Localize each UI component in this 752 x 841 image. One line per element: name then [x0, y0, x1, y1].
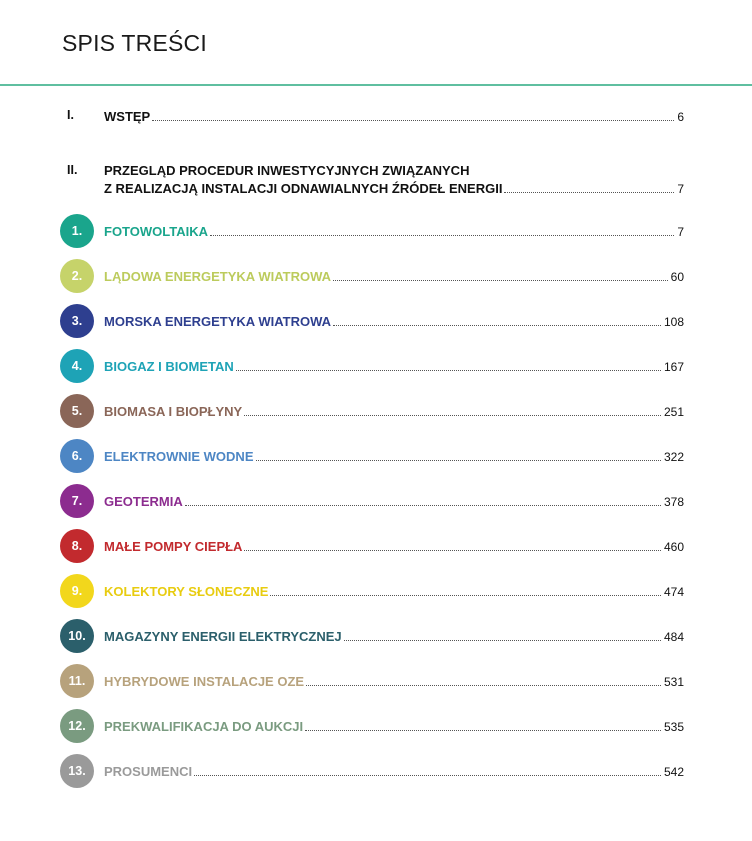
page-number: 108	[663, 315, 684, 329]
page-number: 60	[670, 270, 684, 284]
chapter-number-badge: 8.	[60, 529, 94, 563]
chapter-number-badge: 11.	[60, 664, 94, 698]
section-label-line2: Z REALIZACJĄ INSTALACJI ODNAWIALNYCH ŹRÓDEŁ ENERGII	[104, 181, 503, 196]
chapter-label: ELEKTROWNIE WODNE	[104, 449, 254, 464]
chapter-label: GEOTERMIA	[104, 494, 183, 509]
page-number: 474	[663, 585, 684, 599]
chapter-number-badge: 3.	[60, 304, 94, 338]
dot-leader	[236, 370, 661, 371]
toc-entry-line	[104, 403, 684, 419]
toc-entry-line	[104, 268, 684, 284]
toc-entry-line	[104, 493, 684, 509]
dot-leader	[504, 192, 674, 193]
toc-entry-line	[104, 673, 684, 689]
toc-entry-line	[104, 538, 684, 554]
toc-entry-line	[104, 313, 684, 329]
dot-leader	[344, 640, 661, 641]
chapter-number-badge: 1.	[60, 214, 94, 248]
page-number: 484	[663, 630, 684, 644]
dot-leader	[210, 235, 674, 236]
toc-entry-line	[104, 583, 684, 599]
toc-entry-line	[104, 448, 684, 464]
chapter-label: BIOMASA I BIOPŁYNY	[104, 404, 243, 419]
dot-leader	[244, 550, 661, 551]
page-number: 7	[677, 182, 684, 196]
dot-leader	[333, 280, 668, 281]
chapter-number-badge: 4.	[60, 349, 94, 383]
toc-entry-line	[104, 180, 684, 196]
chapter-number-badge: 6.	[60, 439, 94, 473]
chapter-label: PROSUMENCI	[104, 764, 193, 779]
chapter-label: LĄDOWA ENERGETYKA WIATROWA	[104, 269, 332, 284]
chapter-label: HYBRYDOWE INSTALACJE OZE	[104, 674, 305, 689]
dot-leader	[306, 685, 661, 686]
chapter-number-badge: 2.	[60, 259, 94, 293]
toc-entry-line	[104, 763, 684, 779]
dot-leader	[333, 325, 661, 326]
chapter-number-badge: 13.	[60, 754, 94, 788]
chapter-number-badge: 9.	[60, 574, 94, 608]
dot-leader	[185, 505, 661, 506]
chapter-label: MAGAZYNY ENERGII ELEKTRYCZNEJ	[104, 629, 342, 644]
page-number: 251	[663, 405, 684, 419]
dot-leader	[194, 775, 661, 776]
dot-leader	[152, 120, 674, 121]
page-number: 542	[663, 765, 684, 779]
toc-entry-line	[104, 718, 684, 734]
page-title: SPIS TREŚCI	[62, 30, 207, 56]
dot-leader	[256, 460, 661, 461]
page-number: 167	[663, 360, 684, 374]
page-number: 6	[677, 110, 684, 124]
section-label: WSTĘP	[104, 109, 151, 124]
header-divider	[0, 84, 752, 86]
dot-leader	[305, 730, 661, 731]
section-numeral: II.	[67, 163, 78, 177]
page-number: 322	[663, 450, 684, 464]
chapter-number-badge: 5.	[60, 394, 94, 428]
toc-entry-line	[104, 628, 684, 644]
chapter-label: MAŁE POMPY CIEPŁA	[104, 539, 243, 554]
page-number: 7	[677, 225, 684, 239]
chapter-label: KOLEKTORY SŁONECZNE	[104, 584, 269, 599]
chapter-number-badge: 10.	[60, 619, 94, 653]
dot-leader	[270, 595, 661, 596]
toc-entry-line	[104, 358, 684, 374]
page-number: 531	[663, 675, 684, 689]
chapter-label: BIOGAZ I BIOMETAN	[104, 359, 234, 374]
page-number: 460	[663, 540, 684, 554]
chapter-number-badge: 7.	[60, 484, 94, 518]
chapter-label: MORSKA ENERGETYKA WIATROWA	[104, 314, 332, 329]
toc-entry-line	[104, 223, 684, 239]
chapter-number-badge: 12.	[60, 709, 94, 743]
section-numeral: I.	[67, 108, 74, 122]
dot-leader	[244, 415, 661, 416]
toc-entry-line	[104, 108, 684, 124]
page-number: 378	[663, 495, 684, 509]
section-label-line1: PRZEGLĄD PROCEDUR INWESTYCYJNYCH ZWIĄZANYCH	[104, 163, 470, 178]
page-number: 535	[663, 720, 684, 734]
chapter-label: FOTOWOLTAIKA	[104, 224, 208, 239]
chapter-label: PREKWALIFIKACJA DO AUKCJI	[104, 719, 304, 734]
